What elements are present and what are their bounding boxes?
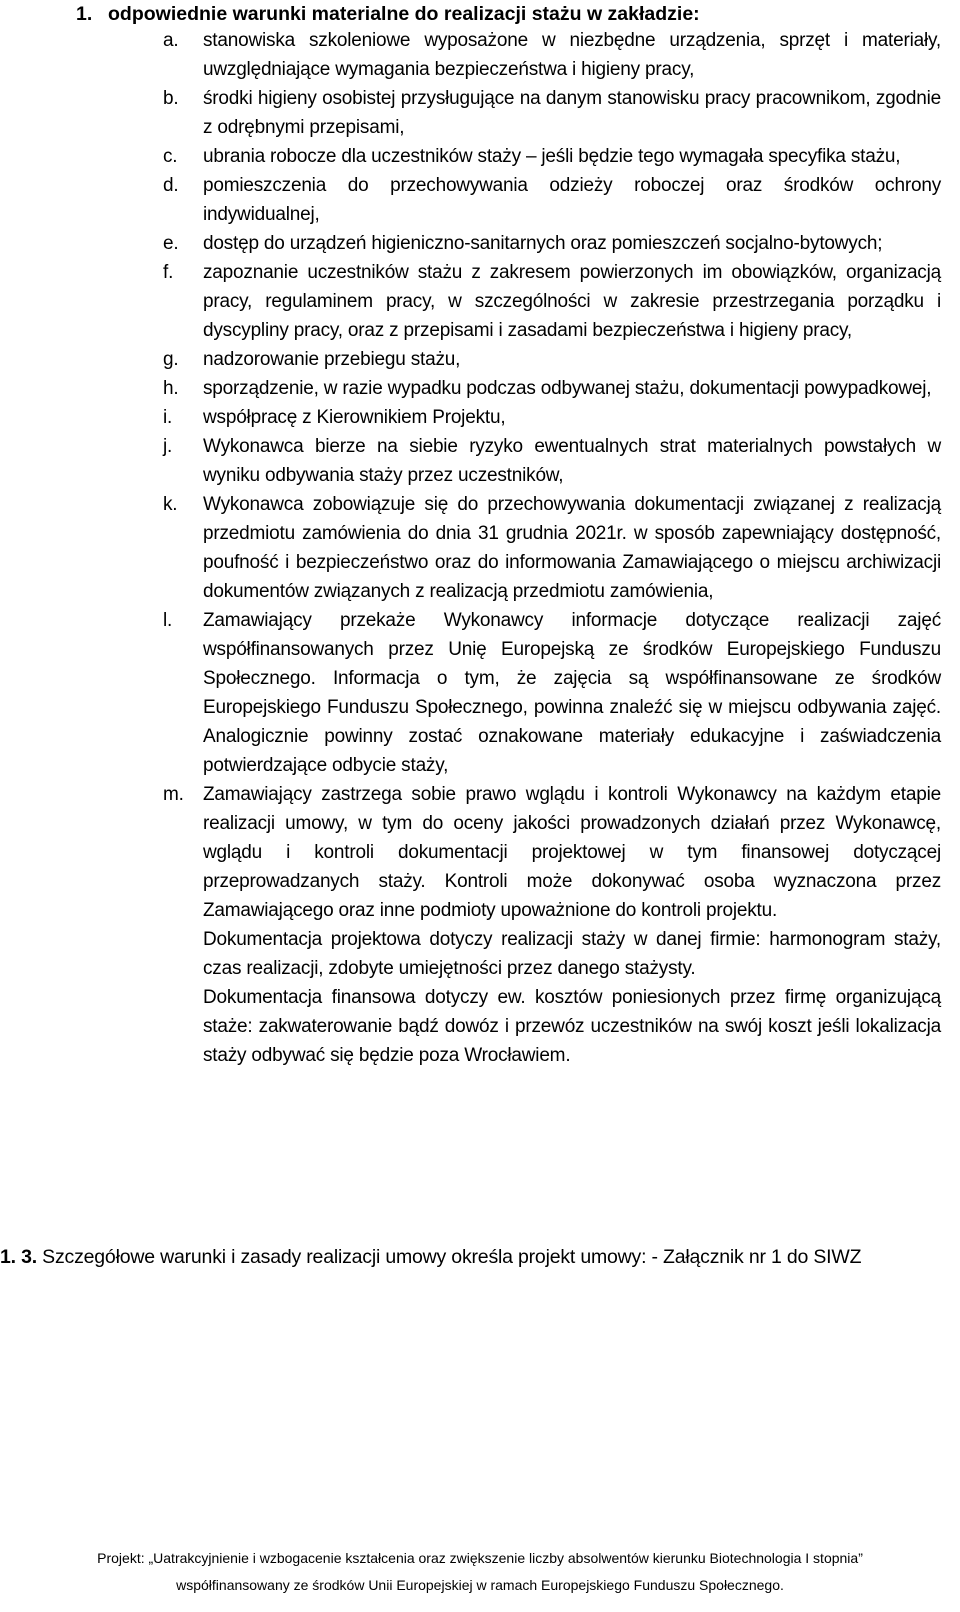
conditions-list: [163, 26, 941, 1070]
list-item-m: [163, 780, 941, 925]
list-item-c: [163, 142, 941, 171]
item-label: g.: [163, 349, 179, 370]
section-number: 1. 3.: [0, 1246, 37, 1268]
item-text: Wykonawca bierze na siebie ryzyko ewentualnych strat materialnych powstałych w wyniku odbywania staży przez uczestników,: [203, 436, 941, 486]
item-label: m.: [163, 784, 184, 805]
list-item-e: [163, 229, 941, 258]
footer-funding-line: współfinansowany ze środków Unii Europejskiej w ramach Europejskiego Funduszu Społecznego.: [176, 1577, 784, 1593]
item-text: ubrania robocze dla uczestników staży – jeśli będzie tego wymagała specyfika stażu,: [203, 146, 901, 167]
list-item-b: [163, 84, 941, 142]
item-text: pomieszczenia do przechowywania odzieży roboczej oraz środków ochrony indywidualnej,: [203, 175, 941, 225]
item-text: współpracę z Kierownikiem Projektu,: [203, 407, 506, 428]
item-label: f.: [163, 262, 174, 283]
list-item-f: [163, 258, 941, 345]
section-text: Szczegółowe warunki i zasady realizacji umowy określa projekt umowy: - Załącznik nr 1 do SIWZ: [42, 1246, 862, 1268]
item-label: b.: [163, 88, 179, 109]
list-item-i: [163, 403, 941, 432]
item-text: nadzorowanie przebiegu stażu,: [203, 349, 461, 370]
item-label: k.: [163, 494, 178, 515]
list-item-a: [163, 26, 941, 84]
item-text: środki higieny osobistej przysługujące na danym stanowisku pracy pracownikom, zgodnie z odrębnymi przepisami,: [203, 88, 941, 138]
item-label: a.: [163, 30, 179, 51]
list-item-d: [163, 171, 941, 229]
list-item-k: [163, 490, 941, 606]
item-text: Zamawiający przekaże Wykonawcy informacje dotyczące realizacji zajęć współfinansowanych przez Unię Europejską ze środków Europejskiego Funduszu Społecznego. Informacja o tym, że zajęcia są współfinansowane ze środków Europejskiego Funduszu Społecznego, powinna znaleźć się w miejscu odbywania zajęć. Analogicznie powinny zostać oznakowane materiały edukacyjne i zaświadczenia potwierdzające odbycie staży,: [203, 610, 941, 776]
list-item-j: [163, 432, 941, 490]
footer-project-line: Projekt: „Uatrakcyjnienie i wzbogacenie kształcenia oraz zwiększenie liczby absolwentów kierunku Biotechnologia I stopnia”: [97, 1550, 863, 1566]
project-documentation-paragraph: Dokumentacja projektowa dotyczy realizacji staży w danej firmie: harmonogram staży, czas realizacji, zdobyte umiejętności przez danego stażysty.: [203, 929, 941, 979]
item-label: e.: [163, 233, 179, 254]
section-1-3: [0, 1244, 861, 1270]
item-text: stanowiska szkoleniowe wyposażone w niezbędne urządzenia, sprzęt i materiały, uwzględniające wymagania bezpieczeństwa i higieny pracy,: [203, 30, 941, 80]
list-item-l: [163, 606, 941, 780]
heading-number: 1.: [76, 3, 93, 25]
financial-documentation-paragraph: Dokumentacja finansowa dotyczy ew. kosztów poniesionych przez firmę organizującą staże: zakwaterowanie bądź dowóz i przewóz uczestników na swój koszt jeśli lokalizacja staży odbywać się będzie poza Wrocławiem.: [203, 987, 941, 1066]
item-text: sporządzenie, w razie wypadku podczas odbywanej stażu, dokumentacji powypadkowej,: [203, 378, 932, 399]
item-label: l.: [163, 610, 173, 631]
item-label: c.: [163, 146, 178, 167]
item-label: i.: [163, 407, 173, 428]
item-text: zapoznanie uczestników stażu z zakresem powierzonych im obowiązków, organizacją pracy, regulaminem pracy, w szczególności w zakresie przestrzegania porządku i dyscypliny pracy, oraz z przepisami i zasadami bezpieczeństwa i higieny pracy,: [203, 262, 941, 341]
list-item-h: [163, 374, 941, 403]
item-text: dostęp do urządzeń higieniczno-sanitarnych oraz pomieszczeń socjalno-bytowych;: [203, 233, 883, 254]
item-text: Zamawiający zastrzega sobie prawo wglądu i kontroli Wykonawcy na każdym etapie realizacji umowy, w tym do oceny jakości prowadzonych działań przez Wykonawcę, wglądu i kontroli dokumentacji projektowej w tym finansowej dotyczącej przeprowadzanych staży. Kontroli może dokonywać osoba wyznaczona przez Zamawiającego oraz inne podmioty upoważnione do kontroli projektu.: [203, 784, 941, 921]
item-label: h.: [163, 378, 179, 399]
item-text: Wykonawca zobowiązuje się do przechowywania dokumentacji związanej z realizacją przedmiotu zamówienia do dnia 31 grudnia 2021r. w sposób zapewniający dostępność, poufność i bezpieczeństwo oraz do informowania Zamawiającego o miejscu archiwizacji dokumentów związanych z realizacją przedmiotu zamówienia,: [203, 494, 941, 602]
item-label: j.: [163, 436, 173, 457]
list-item-g: [163, 345, 941, 374]
heading-text: odpowiednie warunki materialne do realizacji stażu w zakładzie:: [108, 3, 700, 25]
item-label: d.: [163, 175, 179, 196]
